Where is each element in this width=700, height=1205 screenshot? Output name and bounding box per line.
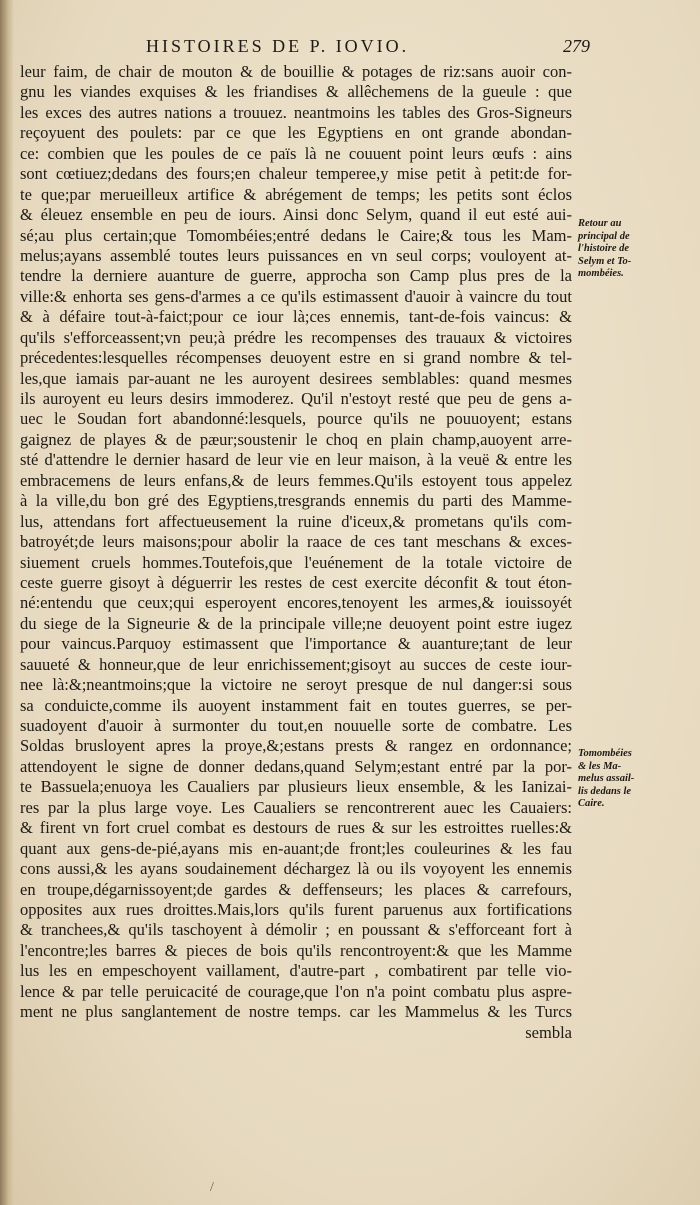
page-gutter-shadow — [0, 0, 14, 1205]
margin-note-tomombeies — [578, 748, 696, 811]
text-line: tendre la derniere auanture de guerre, approcha son Camp plus pres de la — [20, 266, 572, 286]
text-line: te Bassuela;enuoya les Caualiers par plusieurs lieux ensemble, & les Ianizai- — [20, 777, 572, 797]
text-line: précedentes:lesquelles récompenses deuoyent estre en si grand nombre & tel- — [20, 348, 572, 368]
margin-note-line: lis dedans le — [578, 785, 632, 797]
text-line: pour vaincus.Parquoy estimassent que l'importance & auanture;tant de leur — [20, 634, 572, 654]
page-number: 279 — [563, 36, 590, 56]
text-line: né:entendu que ceux;qui esperoyent encores,tenoyent les armes,& iouissoyét — [20, 593, 572, 613]
text-line: melus;ayans assemblé toutes leurs puissances en vn seul corps; vouloyent at- — [20, 245, 572, 265]
text-line: sa conduicte,comme ils auoyent instamment fait en toutes guerres, se per- — [20, 695, 572, 715]
text-line: quant aux gens-de-pié,ayans mis en-auant;de front;les couleurines & les fau — [20, 838, 572, 858]
text-line: à la ville,du bon gré des Egyptiens,tresgrands ennemis du parti des Mamme- — [20, 491, 572, 511]
margin-note-line: & les Ma- — [578, 760, 622, 772]
text-line: sté d'attendre le dernier hasard de leur vie en leur maison, à la veuë & entre les — [20, 450, 572, 470]
text-line: l'encontre;les barres & pieces de bois qu'ils rencontroyent:& que les Mamme — [20, 940, 572, 960]
text-line: gaignez de playes & de pæur;soustenir le choq en plain champ,auoyent arre- — [20, 429, 572, 449]
text-line: attendoyent le signe de donner dedans,quand Selym;estant entré par la por- — [20, 756, 572, 776]
margin-note-retour — [578, 218, 696, 281]
margin-note-line: Retour au — [578, 218, 622, 229]
main-text-block — [20, 62, 572, 1043]
text-line: lence & par telle peruicacité de courage,que l'on n'a point combatu plus aspre- — [20, 981, 572, 1001]
text-line: sont cœtiuez;dedans des fours;en chaleur temperee,y mise petit à petit:de for- — [20, 164, 572, 184]
text-line: suadoyent d'auoir à surmonter du tout,en nouuelle sorte de combatre. Les — [20, 716, 572, 735]
margin-note-line: principal de — [578, 230, 630, 242]
text-line: qu'ils s'efforceassent;vn peu;à prédre les recompenses des trauaux & victoires — [20, 327, 572, 347]
text-line: cons aussi,& les ayans soudainement déchargez là ou ils voyoyent les ennemis — [20, 859, 572, 879]
text-line: & à défaire tout-à-faict;pour ce iour là;ces ennemis, tant-de-fois vaincus: & — [20, 307, 572, 327]
text-line: ils auroyent eu leurs desirs immoderez. Qu'il n'estoyt resté que peu de gens a- — [20, 389, 572, 408]
text-line: leur faim, de chair de mouton & de bouillie & potages de riz:sans auoir con- — [20, 62, 572, 81]
margin-note-line: Caire. — [578, 798, 605, 809]
text-line: reçoyuent des poulets: par ce que les Egyptiens en ont grande abondan- — [20, 123, 572, 143]
text-line: opposites aux rues droittes.Mais,lors qu'ils furent paruenus aux fortifications — [20, 899, 572, 919]
text-line: en troupe,dégarnissoyent;de gardes & deffenseurs; les places & carrefours, — [20, 879, 572, 899]
text-line: te que;par merueilleux artifice & abrégement de temps; les petits sont éclos — [20, 184, 572, 204]
text-line: & tranchees,& qu'ils taschoyent à démolir ; en poussant & s'efforceant fort à — [20, 920, 572, 940]
margin-note-line: Tomombéies — [578, 748, 632, 759]
catchword: sembla — [525, 1022, 572, 1042]
text-line: les,que iamais par-auant ne les auroyent desirees semblables: quand mesmes — [20, 368, 572, 388]
text-line: lus les en empeschoyent vaillament, d'autre-part , combatirent par telle vio- — [20, 961, 572, 981]
text-line: ment ne plus sanglantement de nostre temps. car les Mammelus & les Turcs — [20, 1002, 572, 1022]
text-line: nee là:&;neantmoins;que la victoire ne seroyt presque de nul danger:si sous — [20, 675, 572, 695]
text-line: sé;au plus certain;que Tomombéies;entré dedans le Caire;& tous les Mam- — [20, 225, 572, 245]
text-line: siuement cruels hommes.Toutefois,que l'euénement de la totale victoire de — [20, 552, 572, 572]
bottom-mark: / — [210, 1180, 214, 1195]
text-line: sauueté & honneur,que de leur enrichissement;gisoyt au succes de ceste iour- — [20, 654, 572, 674]
text-line: batroyét;de leurs maisons;pour abolir la raace de ces tant meschans & exces- — [20, 532, 572, 552]
text-line: Soldas brusloyent apres la proye,&;estans prests & rangez en ordonnance; — [20, 736, 572, 756]
margin-note-line: melus assail- — [578, 773, 635, 784]
text-line: ce: combien que les poules de ce païs là ne couuent point leurs œufs : ains — [20, 143, 572, 163]
text-line: gnu les viandes exquises & les friandises & allêchemens de la gueule : que — [20, 82, 572, 102]
text-line: les exces des autres nations a trouuez. neantmoins les tables des Gros-Signeurs — [20, 102, 572, 122]
margin-note-line: mombéies. — [578, 268, 624, 279]
text-line: embracemens de leurs enfans,& de leurs femmes.Qu'ils estoyent tous appelez — [20, 470, 572, 490]
text-line: ceste guerre gisoyt à déguerrir les restes de cest exercite déconfit & tout éton- — [20, 572, 572, 592]
text-line: ville:& enhorta ses gens-d'armes a ce qu'ils estimassent d'auoir à vaincre du tout — [20, 286, 572, 306]
margin-note-line: Selym et To- — [578, 255, 632, 267]
text-line: res par la plus large voye. Les Caualiers se rencontrerent auec les Cauaiers: — [20, 797, 572, 817]
text-line: uec le Soudan fort abandonné:lesquels, pource qu'ils ne pouuoyent; estans — [20, 409, 572, 429]
text-line: & éleuez ensemble en peu de iours. Ainsi donc Selym, quand il eut esté aui- — [20, 205, 572, 225]
text-line: & firent vn fort cruel combat es destours de rues & sur les estroittes ruelles:& — [20, 818, 572, 838]
text-line: lus, attendans fort affectueusement la ruine d'iceux,& prometans qu'ils com- — [20, 511, 572, 531]
running-title: HISTOIRES DE P. IOVIO. — [146, 36, 410, 56]
text-line: du siege de la Signeurie & de la principale ville;ne deuoyent point estre iugez — [20, 613, 572, 633]
margin-note-line: l'histoire de — [578, 243, 630, 254]
